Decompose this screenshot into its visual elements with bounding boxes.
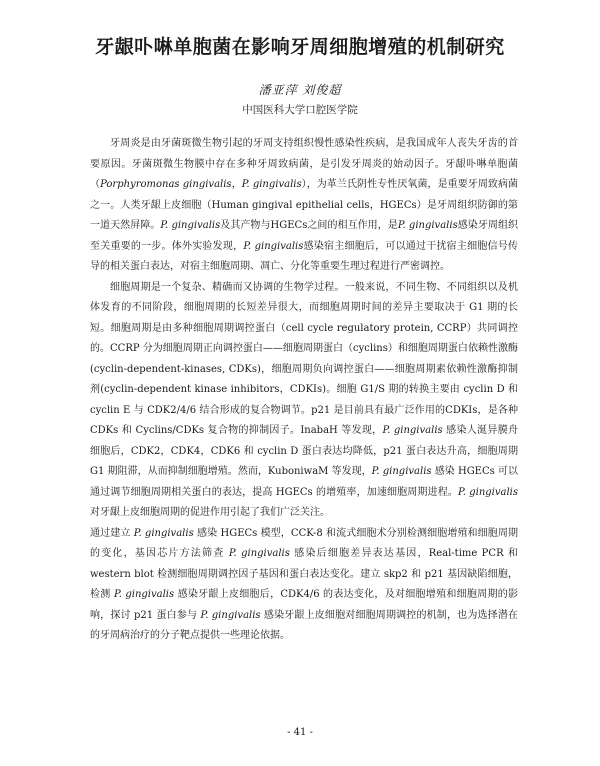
species-name: P. gingivalis — [133, 527, 194, 539]
text-run: 感染牙龈上皮细胞对细胞周期调控的机制，也为选择潜在的牙周病治疗的分子靶点提供一些理论依据。 — [90, 609, 518, 641]
species-name: P. gingivalis — [458, 486, 518, 498]
text-run: 感染宿主细胞后，可以通过干扰宿主细胞信号传导的相关蛋白表达，对宿主细胞周期、凋亡、分化等重要生理过程进行严密调控。 — [90, 240, 519, 272]
paper-title: 牙龈卟啉单胞菌在影响牙周细胞增殖的机制研究 — [95, 36, 505, 58]
affiliation: 中国医科大学口腔医学院 — [242, 104, 358, 116]
text-run: 及其产物与HGECs之间的相互作用，是 — [220, 220, 398, 231]
text-run: 通过建立 — [90, 527, 134, 539]
species-name: Porphyromonas gingivalis — [100, 179, 232, 190]
text-run: 对牙龈上皮细胞周期的促进作用引起了我们广泛关注。 — [90, 507, 330, 518]
text-run: 牙周炎是由牙菌斑微生物引起的牙周支持组织慢性感染性疾病，是我国成年人丧失牙齿的首要原因。牙菌斑微生物膜中存在多种牙周致病菌，是引发牙周炎的始动因子。牙龈卟啉单胞菌（ — [90, 138, 518, 190]
text-run: 感染牙周组织至关重要的一步。体外实验发现， — [90, 220, 518, 252]
text-run: 感染人涎异膜舟细胞后，CDK2，CDK4，CDK6 和 cyclin D 蛋白表达均降低，p21 蛋白表达升高，细胞周期G1 期阻滞，从而抑制细胞增殖。然而，KuboniwaM 等发现， — [90, 425, 518, 477]
text-run: 感染后细胞差异表达基因，Real-time PCR 和 western blot 检测细胞周期调控因子基因和蛋白表达变化。建立 skp2 和 p21 基因缺陷细胞，检测 — [90, 548, 518, 600]
species-name: P. gingivalis — [200, 609, 261, 621]
text-run: 感染牙龈上皮细胞后，CDK4/6 的表达变化，及对细胞增殖和细胞周期的影响，探讨 p21 蛋白参与 — [90, 589, 519, 621]
text-run: ， — [231, 179, 242, 190]
text-run: 细胞周期是一个复杂、精确而又协调的生物学过程。一般来说，不同生物、不同组织以及机体发育的不同阶段，细胞周期的长短差异很大，而细胞周期时间的差异主要取决于 G1 期的长短。细胞周期是由多种细胞周期调控蛋白（cell cycle regulatory protein, CCRP）共同调控的。CCRP 分为细胞周期正向调控蛋白——细胞周期蛋白（cyclins）和细胞周期蛋白依赖性激酶(cyclin-dependent-kinases, CDKs)，细胞周期负向调控蛋白——细胞周期素依赖性激酶抑制剂(cyclin-dependent kinase inhibitors，CDKIs)。细胞 G1/S 期的转换主要由 cyclin D 和 cyclin E 与 CDK2/4/6 结合形成的复合物调节。p21 是目前具有最广泛作用的CDKIs，是各种CDKs 和 Cyclins/CDKs 复合物的抑制因子。InabaH 等发现， — [90, 281, 518, 436]
text-run: ），为革兰氏阴性专性厌氧菌，是重要牙周致病菌之一。人类牙龈上皮细胞（Human gingival epithelial cells，HGECs）是牙周组织防御的第一道天然屏障。 — [90, 179, 519, 231]
paragraph-cell-cycle — [90, 278, 518, 524]
author-line: 潘亚萍 刘俊超 — [258, 83, 342, 97]
paragraph-methods — [90, 524, 518, 647]
species-name: P. gingivalis — [243, 240, 304, 252]
text-run: 感染 HGECs 可以通过调节细胞周期相关蛋白的表达，提高 HGECs 的增殖率，加速细胞周期进程。 — [90, 466, 518, 498]
species-name: P. gingivalis — [241, 179, 302, 190]
species-name: P. gingivalis — [371, 466, 432, 477]
paragraph-intro — [90, 134, 518, 278]
species-name: P. gingivalis — [382, 425, 443, 436]
abstract-body — [90, 134, 518, 647]
species-name: P. gingivalis — [228, 548, 290, 559]
species-name: P. gingivalis — [397, 220, 458, 231]
text-run: 感染 HGECs 模型，CCK-8 和流式细胞术分别检测细胞增殖和细胞周期的变化，基因芯片方法筛查 — [90, 527, 519, 559]
page-number: - 41 - — [287, 727, 313, 738]
species-name: P. gingivalis — [160, 220, 221, 231]
species-name: P. gingivalis — [114, 589, 175, 600]
